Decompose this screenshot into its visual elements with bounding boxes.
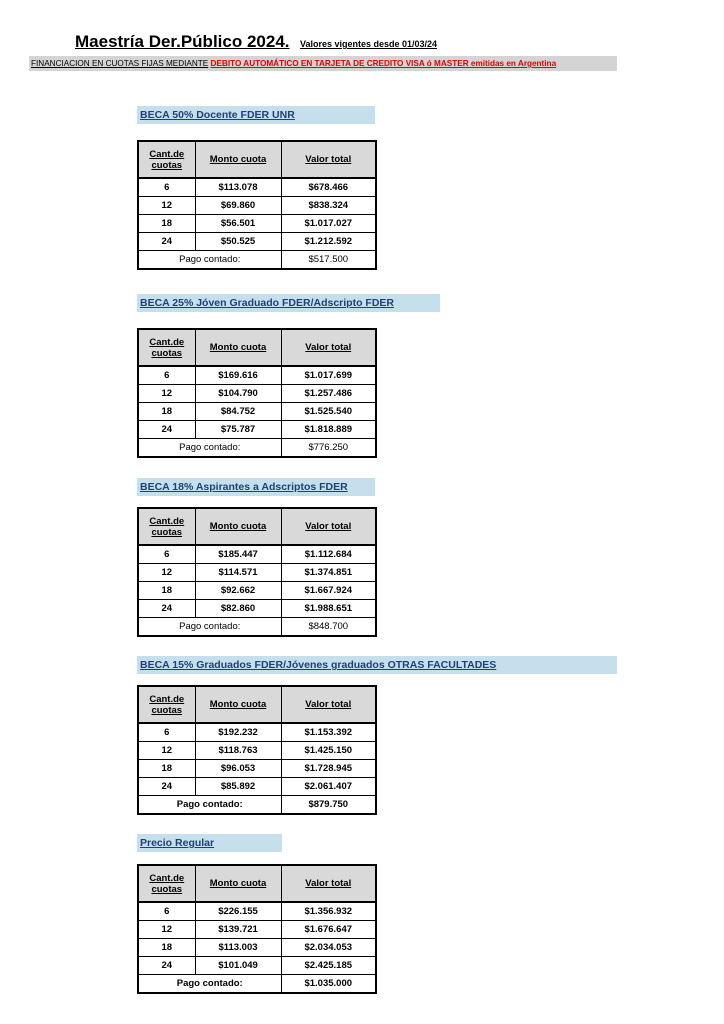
table-cell: $85.892 — [195, 778, 281, 796]
table-cell: $1.818.889 — [281, 421, 376, 439]
table-row — [138, 215, 376, 233]
table-cell: 18 — [138, 939, 195, 957]
table-row — [138, 723, 376, 742]
document-title: Maestría Der.Público 2024. — [75, 32, 290, 51]
table-row — [138, 366, 376, 385]
table-row — [138, 178, 376, 197]
table-row — [138, 742, 376, 760]
table-cell: 24 — [138, 233, 195, 251]
table-cell: $838.324 — [281, 197, 376, 215]
validity-date: Valores vigentes desde 01/03/24 — [299, 39, 438, 49]
table-cell: $104.790 — [195, 385, 281, 403]
document-title-row — [75, 32, 437, 52]
table-cell: $678.466 — [281, 178, 376, 197]
col-header-monto: Monto cuota — [195, 141, 281, 178]
col-header-total: Valor total — [281, 865, 376, 902]
fee-table-beca-15 — [137, 685, 377, 815]
fee-table-beca-18 — [137, 507, 377, 637]
contado-row — [138, 439, 376, 458]
table-cell: $50.525 — [195, 233, 281, 251]
table-cell: $101.049 — [195, 957, 281, 975]
table-cell: 18 — [138, 582, 195, 600]
table-cell: $75.787 — [195, 421, 281, 439]
fee-table-precio-regular — [137, 864, 377, 994]
table-cell: $2.034.053 — [281, 939, 376, 957]
table-cell: 12 — [138, 385, 195, 403]
table-cell: $1.988.651 — [281, 600, 376, 618]
table-header-row — [138, 329, 376, 366]
table-cell: $1.425.150 — [281, 742, 376, 760]
table-cell: $92.662 — [195, 582, 281, 600]
table-cell: 6 — [138, 723, 195, 742]
contado-label: Pago contado: — [138, 975, 281, 994]
table-cell: 18 — [138, 215, 195, 233]
table-cell: 6 — [138, 178, 195, 197]
table-cell: $118.763 — [195, 742, 281, 760]
contado-label: Pago contado: — [138, 618, 281, 637]
table-row — [138, 921, 376, 939]
table-header-row — [138, 508, 376, 545]
col-header-monto: Monto cuota — [195, 686, 281, 723]
contado-label: Pago contado: — [138, 251, 281, 270]
fee-table-beca-50 — [137, 140, 377, 270]
table-cell: $1.374.851 — [281, 564, 376, 582]
financing-notice — [29, 56, 617, 71]
contado-value: $776.250 — [281, 439, 376, 458]
table-cell: $1.728.945 — [281, 760, 376, 778]
table-row — [138, 545, 376, 564]
contado-value: $848.700 — [281, 618, 376, 637]
table-row — [138, 385, 376, 403]
col-header-cuotas: Cant.de cuotas — [138, 329, 195, 366]
table-cell: $1.153.392 — [281, 723, 376, 742]
contado-value: $517.500 — [281, 251, 376, 270]
col-header-cuotas: Cant.de cuotas — [138, 141, 195, 178]
col-header-total: Valor total — [281, 508, 376, 545]
table-cell: $1.017.699 — [281, 366, 376, 385]
table-cell: $114.571 — [195, 564, 281, 582]
table-cell: $56.501 — [195, 215, 281, 233]
col-header-monto: Monto cuota — [195, 329, 281, 366]
contado-value: $879.750 — [281, 796, 376, 815]
table-row — [138, 939, 376, 957]
table-cell: 12 — [138, 742, 195, 760]
col-header-total: Valor total — [281, 141, 376, 178]
table-cell: $1.212.592 — [281, 233, 376, 251]
table-cell: $1.017.027 — [281, 215, 376, 233]
contado-label: Pago contado: — [138, 439, 281, 458]
table-cell: $84.752 — [195, 403, 281, 421]
table-cell: $2.061.407 — [281, 778, 376, 796]
table-cell: 24 — [138, 421, 195, 439]
table-cell: $1.257.486 — [281, 385, 376, 403]
table-cell: 24 — [138, 957, 195, 975]
table-row — [138, 582, 376, 600]
table-cell: $226.155 — [195, 902, 281, 921]
table-cell: $82.860 — [195, 600, 281, 618]
col-header-cuotas: Cant.de cuotas — [138, 686, 195, 723]
col-header-monto: Monto cuota — [195, 865, 281, 902]
section-title-beca-50: BECA 50% Docente FDER UNR — [137, 106, 375, 124]
table-cell: 24 — [138, 778, 195, 796]
contado-row — [138, 251, 376, 270]
table-row — [138, 403, 376, 421]
table-cell: $113.078 — [195, 178, 281, 197]
table-cell: $139.721 — [195, 921, 281, 939]
col-header-total: Valor total — [281, 329, 376, 366]
contado-label: Pago contado: — [138, 796, 281, 815]
table-cell: $96.053 — [195, 760, 281, 778]
fee-table-beca-25 — [137, 328, 377, 458]
table-cell: 6 — [138, 545, 195, 564]
table-cell: $169.616 — [195, 366, 281, 385]
contado-row — [138, 618, 376, 637]
table-cell: 12 — [138, 564, 195, 582]
table-cell: $113.003 — [195, 939, 281, 957]
financing-prefix: FINANCIACION EN CUOTAS FIJAS MEDIANTE — [31, 59, 209, 68]
table-row — [138, 957, 376, 975]
table-cell: $1.112.684 — [281, 545, 376, 564]
table-cell: $1.676.647 — [281, 921, 376, 939]
table-row — [138, 564, 376, 582]
table-cell: $1.525.540 — [281, 403, 376, 421]
table-cell: 6 — [138, 366, 195, 385]
table-row — [138, 760, 376, 778]
table-cell: $192.232 — [195, 723, 281, 742]
table-row — [138, 778, 376, 796]
table-cell: 18 — [138, 760, 195, 778]
table-cell: $1.667.924 — [281, 582, 376, 600]
contado-row — [138, 796, 376, 815]
section-title-precio-regular: Precio Regular — [137, 834, 282, 852]
table-header-row — [138, 865, 376, 902]
col-header-monto: Monto cuota — [195, 508, 281, 545]
section-title-beca-25: BECA 25% Jóven Graduado FDER/Adscripto FDER — [137, 294, 440, 312]
col-header-cuotas: Cant.de cuotas — [138, 865, 195, 902]
table-cell: 24 — [138, 600, 195, 618]
col-header-total: Valor total — [281, 686, 376, 723]
table-row — [138, 197, 376, 215]
table-header-row — [138, 141, 376, 178]
section-title-beca-18: BECA 18% Aspirantes a Adscriptos FDER — [137, 478, 375, 496]
contado-row — [138, 975, 376, 994]
table-cell: 18 — [138, 403, 195, 421]
table-row — [138, 233, 376, 251]
financing-highlight: DEBITO AUTOMÁTICO EN TARJETA DE CREDITO VISA ó MASTER emitidas en Argentina — [210, 59, 557, 68]
table-row — [138, 421, 376, 439]
table-cell: $1.356.932 — [281, 902, 376, 921]
table-row — [138, 902, 376, 921]
table-cell: $69.860 — [195, 197, 281, 215]
section-title-beca-15: BECA 15% Graduados FDER/Jóvenes graduados OTRAS FACULTADES — [137, 656, 617, 674]
table-header-row — [138, 686, 376, 723]
table-cell: 6 — [138, 902, 195, 921]
table-cell: $2.425.185 — [281, 957, 376, 975]
col-header-cuotas: Cant.de cuotas — [138, 508, 195, 545]
table-cell: 12 — [138, 921, 195, 939]
table-row — [138, 600, 376, 618]
table-cell: 12 — [138, 197, 195, 215]
table-cell: $185.447 — [195, 545, 281, 564]
contado-value: $1.035.000 — [281, 975, 376, 994]
